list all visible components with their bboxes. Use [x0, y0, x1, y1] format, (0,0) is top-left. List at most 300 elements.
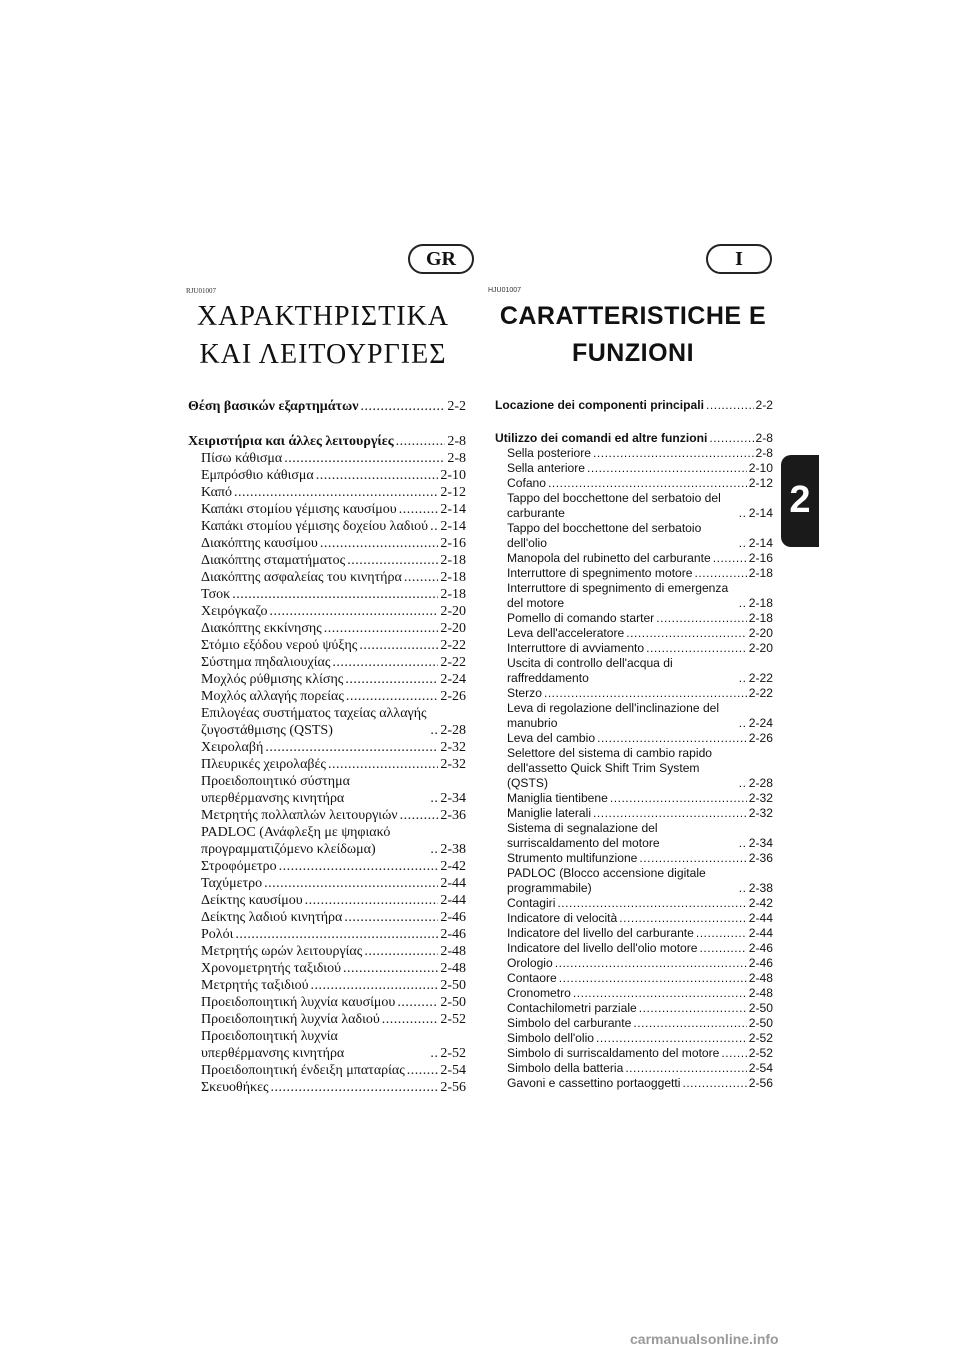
- toc-leader-dots: [593, 446, 753, 461]
- toc-entry-page: 2-42: [748, 896, 773, 910]
- toc-leader-dots: [269, 603, 438, 620]
- toc-entry-page: 2-16: [748, 551, 773, 565]
- toc-leader-dots: [587, 461, 747, 476]
- toc-entry: [188, 654, 466, 671]
- toc-entry-label: PADLOC (Ανάφλεξη με ψηφιακό προγραμματιζόμενο κλείδωμα): [201, 825, 391, 857]
- toc-leader-dots: [739, 536, 747, 551]
- toc-entry: [495, 551, 773, 566]
- toc-entry-label: Leva del cambio: [507, 731, 596, 745]
- toc-leader-dots: [265, 739, 438, 756]
- toc-entry: [188, 1062, 466, 1079]
- toc-entry-page: 2-44: [440, 876, 466, 891]
- toc-entry: [188, 671, 466, 688]
- toc-leader-dots: [739, 596, 747, 611]
- toc-leader-dots: [400, 807, 439, 824]
- toc-entry: [188, 960, 466, 977]
- toc-entry: [495, 701, 773, 731]
- toc-leader-dots: [639, 1001, 747, 1016]
- toc-leader-dots: [430, 722, 438, 739]
- toc-entry-page: 2-52: [440, 1012, 466, 1027]
- toc-leader-dots: [639, 851, 746, 866]
- toc-entry-page: 2-42: [440, 859, 466, 874]
- toc-leader-dots: [713, 551, 747, 566]
- toc-entry-label: Sella posteriore: [507, 446, 592, 460]
- toc-entry-page: 2-10: [440, 468, 466, 483]
- toc-entry-page: 2-34: [440, 791, 466, 806]
- toc-entry-label: Στροφόμετρο: [201, 859, 277, 874]
- toc-entry-label: Indicatore del livello del carburante: [507, 926, 694, 940]
- toc-leader-dots: [382, 1011, 439, 1028]
- toc-entry: [495, 1061, 773, 1076]
- toc-entry-page: 2-50: [440, 978, 466, 993]
- toc-entry: [495, 896, 773, 911]
- section-code-italian: HJU01007: [488, 287, 522, 294]
- toc-entry-label: Tappo del bocchettone del serbatoio del carburante: [507, 491, 721, 520]
- toc-entry: [495, 461, 773, 476]
- toc-entry: [188, 909, 466, 926]
- toc-entry: [188, 637, 466, 654]
- toc-entry-label: Utilizzo dei comandi ed altre funzioni: [495, 431, 708, 445]
- toc-entry-page: 2-38: [748, 881, 773, 895]
- toc-entry-label: Simbolo dell'olio: [507, 1031, 595, 1045]
- toc-entry-page: 2-48: [440, 944, 466, 959]
- toc-leader-dots: [548, 476, 747, 491]
- toc-entry-label: Διακόπτης σταματήματος: [201, 553, 346, 568]
- toc-entry-page: 2-8: [447, 434, 466, 449]
- toc-leader-dots: [360, 398, 445, 415]
- toc-entry-page: 2-14: [748, 506, 773, 520]
- toc-entry-label: Indicatore di velocità: [507, 911, 618, 925]
- toc-section-entry: [188, 433, 466, 450]
- toc-entry: [495, 806, 773, 821]
- toc-entry-label: Δείκτης λαδιού κινητήρα: [201, 910, 343, 925]
- toc-leader-dots: [430, 790, 438, 807]
- toc-leader-dots: [234, 484, 438, 501]
- toc-entry: [495, 971, 773, 986]
- toc-entry-page: 2-8: [755, 446, 773, 460]
- toc-entry-page: 2-52: [748, 1046, 773, 1060]
- toc-entry-label: Χειρολαβή: [201, 740, 264, 755]
- toc-leader-dots: [235, 926, 438, 943]
- toc-entry: [495, 926, 773, 941]
- toc-entry-label: Διακόπτης ασφαλείας του κινητήρα: [201, 570, 402, 585]
- toc-entry: [495, 731, 773, 746]
- toc-entry-label: Καπάκι στομίου γέμισης δοχείου λαδιού: [201, 519, 429, 534]
- toc-leader-dots: [593, 806, 747, 821]
- toc-leader-dots: [279, 858, 439, 875]
- toc-entry-label: Προειδοποιητική ένδειξη μπαταρίας: [201, 1063, 405, 1078]
- language-badge-italian: I: [706, 244, 772, 274]
- toc-entry: [188, 994, 466, 1011]
- toc-entry-label: Προειδοποιητικό σύστημα υπερθέρμανσης κινητήρα: [201, 774, 350, 806]
- toc-entry-label: Uscita di controllo dell'acqua di raffreddamento: [507, 656, 673, 685]
- toc-entry-label: Διακόπτης καυσίμου: [201, 536, 318, 551]
- toc-entry-page: 2-20: [748, 626, 773, 640]
- toc-entry: [188, 688, 466, 705]
- toc-entry: [188, 484, 466, 501]
- toc-entry-label: Επιλογέας συστήματος ταχείας αλλαγής ζυγοστάθμισης (QSTS): [201, 706, 427, 738]
- toc-leader-dots: [656, 611, 747, 626]
- toc-entry-page: 2-32: [440, 740, 466, 755]
- toc-entry: [495, 641, 773, 656]
- toc-entry-label: Interruttore di spegnimento di emergenza del motore: [507, 581, 729, 610]
- toc-entry-label: Interruttore di avviamento: [507, 641, 645, 655]
- toc-entry-label: Selettore del sistema di cambio rapido dell'assetto Quick Shift Trim System (QSTS): [507, 746, 713, 790]
- toc-leader-dots: [364, 943, 438, 960]
- chapter-title-greek-line-1: ΧΑΡΑΚΤΗΡΙΣΤΙΚΑ: [196, 301, 450, 332]
- toc-entry: [495, 986, 773, 1001]
- toc-leader-dots: [682, 1076, 746, 1091]
- toc-entry-page: 2-50: [440, 995, 466, 1010]
- toc-leader-dots: [544, 686, 747, 701]
- toc-entry-label: Sistema di segnalazione del surriscaldamento del motore: [507, 821, 660, 850]
- toc-entry-page: 2-24: [748, 716, 773, 730]
- toc-entry: [495, 566, 773, 581]
- toc-entry-page: 2-56: [748, 1076, 773, 1090]
- toc-section-entry: [495, 398, 773, 413]
- toc-entry-page: 2-20: [748, 641, 773, 655]
- toc-entry-page: 2-14: [440, 502, 466, 517]
- toc-entry-label: Πλευρικές χειρολαβές: [201, 757, 326, 772]
- toc-entry: [495, 866, 773, 896]
- toc-leader-dots: [324, 620, 439, 637]
- toc-entry: [188, 739, 466, 756]
- toc-gap: [188, 415, 466, 433]
- toc-leader-dots: [430, 518, 438, 535]
- toc-entry-label: Μετρητής πολλαπλών λειτουργιών: [201, 808, 398, 823]
- toc-leader-dots: [397, 994, 438, 1011]
- toc-entry: [188, 943, 466, 960]
- toc-entry-page: 2-36: [748, 851, 773, 865]
- toc-leader-dots: [619, 911, 747, 926]
- toc-entry: [188, 756, 466, 773]
- language-badge-greek: GR: [408, 244, 474, 274]
- toc-leader-dots: [700, 941, 747, 956]
- toc-leader-dots: [626, 626, 747, 641]
- toc-entry-page: 2-26: [748, 731, 773, 745]
- toc-entry-label: Interruttore di spegnimento motore: [507, 566, 693, 580]
- toc-entry: [495, 476, 773, 491]
- toc-entry-page: 2-44: [748, 911, 773, 925]
- toc-entry-label: Καπό: [201, 485, 232, 500]
- toc-entry-label: Χειρόγκαζο: [201, 604, 268, 619]
- chapter-title-italian: [488, 298, 778, 372]
- toc-entry-label: Contagiri: [507, 896, 556, 910]
- toc-leader-dots: [232, 586, 438, 603]
- toc-entry-label: Leva dell'acceleratore: [507, 626, 625, 640]
- toc-leader-dots: [633, 1016, 746, 1031]
- toc-entry: [188, 620, 466, 637]
- toc-italian: [495, 398, 773, 1091]
- toc-entry: [495, 821, 773, 851]
- toc-entry-page: 2-16: [440, 536, 466, 551]
- toc-entry-label: Μετρητής ταξιδιού: [201, 978, 309, 993]
- toc-entry-label: Sella anteriore: [507, 461, 585, 475]
- toc-leader-dots: [597, 731, 747, 746]
- toc-leader-dots: [311, 977, 439, 994]
- toc-leader-dots: [555, 956, 747, 971]
- toc-leader-dots: [610, 791, 747, 806]
- toc-entry-label: Cofano: [507, 476, 546, 490]
- toc-entry-label: Μοχλός αλλαγής πορείας: [201, 689, 344, 704]
- toc-entry-label: Leva di regolazione dell'inclinazione del manubrio: [507, 701, 720, 730]
- toc-entry: [495, 1031, 773, 1046]
- toc-entry-page: 2-32: [440, 757, 466, 772]
- toc-entry-page: 2-46: [748, 956, 773, 970]
- toc-entry-label: Δείκτης καυσίμου: [201, 893, 303, 908]
- toc-entry-label: Cronometro: [507, 986, 571, 1000]
- toc-entry: [495, 746, 773, 791]
- toc-entry-label: Σύστημα πηδαλιουχίας: [201, 655, 331, 670]
- toc-entry-page: 2-22: [440, 655, 466, 670]
- toc-entry-page: 2-18: [748, 566, 773, 580]
- toc-entry-label: Χρονομετρητής ταξιδιού: [201, 961, 341, 976]
- toc-leader-dots: [284, 450, 445, 467]
- toc-leader-dots: [404, 569, 439, 586]
- toc-entry-label: Καπάκι στομίου γέμισης καυσίμου: [201, 502, 397, 517]
- watermark: carmanualsonline.info: [630, 1331, 779, 1347]
- toc-entry: [188, 501, 466, 518]
- toc-entry-page: 2-38: [440, 842, 466, 857]
- toc-entry: [188, 807, 466, 824]
- toc-leader-dots: [696, 926, 747, 941]
- toc-entry: [495, 1046, 773, 1061]
- toc-entry-page: 2-8: [755, 431, 773, 445]
- toc-entry-page: 2-50: [748, 1016, 773, 1030]
- toc-entry: [188, 926, 466, 943]
- toc-entry-page: 2-46: [440, 927, 466, 942]
- toc-entry-page: 2-14: [440, 519, 466, 534]
- toc-entry-page: 2-20: [440, 621, 466, 636]
- toc-entry-page: 2-32: [748, 791, 773, 805]
- toc-entry: [188, 858, 466, 875]
- toc-entry: [495, 491, 773, 521]
- toc-entry: [188, 552, 466, 569]
- toc-entry-label: Στόμιο εξόδου νερού ψύξης: [201, 638, 358, 653]
- toc-entry: [188, 1011, 466, 1028]
- toc-leader-dots: [739, 506, 747, 521]
- toc-entry-label: Orologio: [507, 956, 553, 970]
- toc-entry-page: 2-22: [748, 671, 773, 685]
- toc-entry-page: 2-26: [440, 689, 466, 704]
- toc-leader-dots: [559, 971, 747, 986]
- toc-leader-dots: [430, 1045, 438, 1062]
- toc-entry-page: 2-46: [748, 941, 773, 955]
- toc-entry-page: 2-44: [748, 926, 773, 940]
- chapter-tab: [781, 455, 819, 547]
- toc-entry: [188, 875, 466, 892]
- toc-entry-page: 2-10: [748, 461, 773, 475]
- toc-entry: [495, 1016, 773, 1031]
- toc-entry: [188, 1028, 466, 1062]
- toc-entry-label: Maniglie laterali: [507, 806, 592, 820]
- toc-entry-label: Τσοκ: [201, 587, 231, 602]
- toc-entry-page: 2-54: [748, 1061, 773, 1075]
- toc-greek: [188, 398, 466, 1096]
- toc-entry: [495, 851, 773, 866]
- toc-leader-dots: [271, 1079, 439, 1096]
- toc-entry-page: 2-24: [440, 672, 466, 687]
- toc-entry-label: Simbolo del carburante: [507, 1016, 632, 1030]
- toc-entry-page: 2-28: [440, 723, 466, 738]
- toc-leader-dots: [695, 566, 747, 581]
- toc-entry: [495, 1001, 773, 1016]
- toc-entry: [495, 611, 773, 626]
- toc-entry-page: 2-52: [440, 1046, 466, 1061]
- toc-entry-label: Προειδοποιητική λυχνία λαδιού: [201, 1012, 380, 1027]
- toc-entry-page: 2-8: [447, 451, 466, 466]
- toc-leader-dots: [332, 654, 438, 671]
- toc-entry: [495, 446, 773, 461]
- toc-section-entry: [495, 431, 773, 446]
- toc-leader-dots: [573, 986, 747, 1001]
- toc-entry-label: Indicatore del livello dell'olio motore: [507, 941, 698, 955]
- toc-entry-label: Προειδοποιητική λυχνία υπερθέρμανσης κινητήρα: [201, 1029, 345, 1061]
- toc-entry: [188, 467, 466, 484]
- toc-entry-label: Ρολόι: [201, 927, 234, 942]
- toc-entry: [495, 521, 773, 551]
- toc-entry: [188, 977, 466, 994]
- toc-entry-page: 2-46: [440, 910, 466, 925]
- toc-entry-page: 2-2: [755, 398, 773, 412]
- toc-leader-dots: [345, 671, 438, 688]
- toc-section-entry: [188, 398, 466, 415]
- toc-entry-page: 2-18: [748, 596, 773, 610]
- toc-entry-page: 2-32: [748, 806, 773, 820]
- toc-entry-label: Locazione dei componenti principali: [495, 398, 704, 412]
- toc-entry-label: Πίσω κάθισμα: [201, 451, 283, 466]
- toc-entry-page: 2-52: [748, 1031, 773, 1045]
- toc-entry: [188, 518, 466, 535]
- toc-leader-dots: [264, 875, 438, 892]
- toc-leader-dots: [557, 896, 746, 911]
- toc-entry-page: 2-12: [440, 485, 466, 500]
- toc-entry-label: PADLOC (Blocco accensione digitale programmabile): [507, 866, 706, 895]
- toc-entry-page: 2-18: [440, 553, 466, 568]
- toc-entry-label: Sterzo: [507, 686, 542, 700]
- toc-entry: [495, 581, 773, 611]
- chapter-title-greek-line-2: ΚΑΙ ΛΕΙΤΟΥΡΓΙΕΣ: [199, 339, 447, 370]
- toc-leader-dots: [359, 637, 438, 654]
- toc-entry-label: Manopola del rubinetto del carburante: [507, 551, 711, 565]
- toc-entry-page: 2-48: [748, 971, 773, 985]
- toc-leader-dots: [407, 1062, 439, 1079]
- toc-entry-label: Χειριστήρια και άλλες λειτουργίες: [188, 434, 394, 449]
- toc-entry-label: Μετρητής ωρών λειτουργίας: [201, 944, 363, 959]
- toc-leader-dots: [739, 716, 747, 731]
- toc-entry-page: 2-50: [748, 1001, 773, 1015]
- toc-entry: [495, 941, 773, 956]
- toc-leader-dots: [343, 960, 438, 977]
- toc-entry: [495, 656, 773, 686]
- toc-entry: [188, 773, 466, 807]
- toc-entry-label: Simbolo di surriscaldamento del motore: [507, 1046, 720, 1060]
- toc-entry-label: Σκευοθήκες: [201, 1080, 269, 1095]
- toc-leader-dots: [739, 776, 747, 791]
- toc-entry-label: Contaore: [507, 971, 557, 985]
- toc-entry-page: 2-54: [440, 1063, 466, 1078]
- toc-entry-page: 2-48: [440, 961, 466, 976]
- toc-entry-label: Gavoni e cassettino portaoggetti: [507, 1076, 681, 1090]
- toc-entry: [495, 911, 773, 926]
- chapter-title-greek: [180, 298, 466, 374]
- chapter-title-italian-line-1: CARATTERISTICHE E: [499, 302, 767, 330]
- toc-entry-label: Simbolo della batteria: [507, 1061, 624, 1075]
- toc-entry-label: Θέση βασικών εξαρτημάτων: [188, 399, 359, 414]
- toc-entry-page: 2-28: [748, 776, 773, 790]
- toc-leader-dots: [739, 836, 747, 851]
- toc-entry-label: Μοχλός ρύθμισης κλίσης: [201, 672, 344, 687]
- toc-entry: [495, 686, 773, 701]
- section-code-greek: RJU01007: [186, 287, 216, 295]
- toc-entry-label: Εμπρόσθιο κάθισμα: [201, 468, 314, 483]
- toc-entry-page: 2-20: [440, 604, 466, 619]
- toc-entry-page: 2-44: [440, 893, 466, 908]
- toc-entry-page: 2-56: [440, 1080, 466, 1095]
- toc-entry-page: 2-22: [440, 638, 466, 653]
- toc-entry-page: 2-18: [440, 587, 466, 602]
- toc-leader-dots: [646, 641, 747, 656]
- toc-entry-label: Tappo del bocchettone del serbatoio dell'olio: [507, 521, 702, 550]
- toc-entry: [495, 956, 773, 971]
- toc-entry-page: 2-2: [447, 399, 466, 414]
- toc-entry-page: 2-18: [748, 611, 773, 625]
- toc-leader-dots: [344, 909, 438, 926]
- toc-entry: [188, 586, 466, 603]
- toc-entry-label: Strumento multifunzione: [507, 851, 638, 865]
- toc-entry: [495, 1076, 773, 1091]
- toc-leader-dots: [739, 881, 747, 896]
- chapter-tab-number: 2: [789, 479, 811, 521]
- toc-entry: [188, 892, 466, 909]
- toc-entry-label: Προειδοποιητική λυχνία καυσίμου: [201, 995, 396, 1010]
- toc-entry-page: 2-14: [748, 536, 773, 550]
- toc-leader-dots: [721, 1046, 746, 1061]
- toc-entry-page: 2-48: [748, 986, 773, 1000]
- toc-entry-page: 2-36: [440, 808, 466, 823]
- toc-entry-label: Διακόπτης εκκίνησης: [201, 621, 322, 636]
- toc-entry-page: 2-22: [748, 686, 773, 700]
- toc-entry-page: 2-12: [748, 476, 773, 490]
- toc-entry-label: Ταχύμετρο: [201, 876, 263, 891]
- chapter-title-italian-line-2: FUNZIONI: [571, 339, 695, 367]
- toc-entry-label: Pomello di comando starter: [507, 611, 655, 625]
- toc-leader-dots: [305, 892, 439, 909]
- toc-entry-label: Contachilometri parziale: [507, 1001, 637, 1015]
- toc-entry: [188, 1079, 466, 1096]
- toc-leader-dots: [399, 501, 439, 518]
- toc-gap: [495, 413, 773, 431]
- toc-leader-dots: [706, 398, 754, 413]
- toc-leader-dots: [347, 552, 438, 569]
- toc-entry: [188, 603, 466, 620]
- toc-entry: [188, 705, 466, 739]
- toc-leader-dots: [316, 467, 439, 484]
- toc-entry-page: 2-18: [440, 570, 466, 585]
- toc-entry: [188, 535, 466, 552]
- toc-leader-dots: [328, 756, 438, 773]
- toc-leader-dots: [320, 535, 438, 552]
- toc-leader-dots: [709, 431, 753, 446]
- toc-entry: [495, 791, 773, 806]
- toc-leader-dots: [625, 1061, 746, 1076]
- toc-leader-dots: [396, 433, 446, 450]
- toc-leader-dots: [346, 688, 438, 705]
- toc-entry-page: 2-34: [748, 836, 773, 850]
- toc-leader-dots: [739, 671, 747, 686]
- toc-leader-dots: [430, 841, 438, 858]
- toc-entry: [188, 824, 466, 858]
